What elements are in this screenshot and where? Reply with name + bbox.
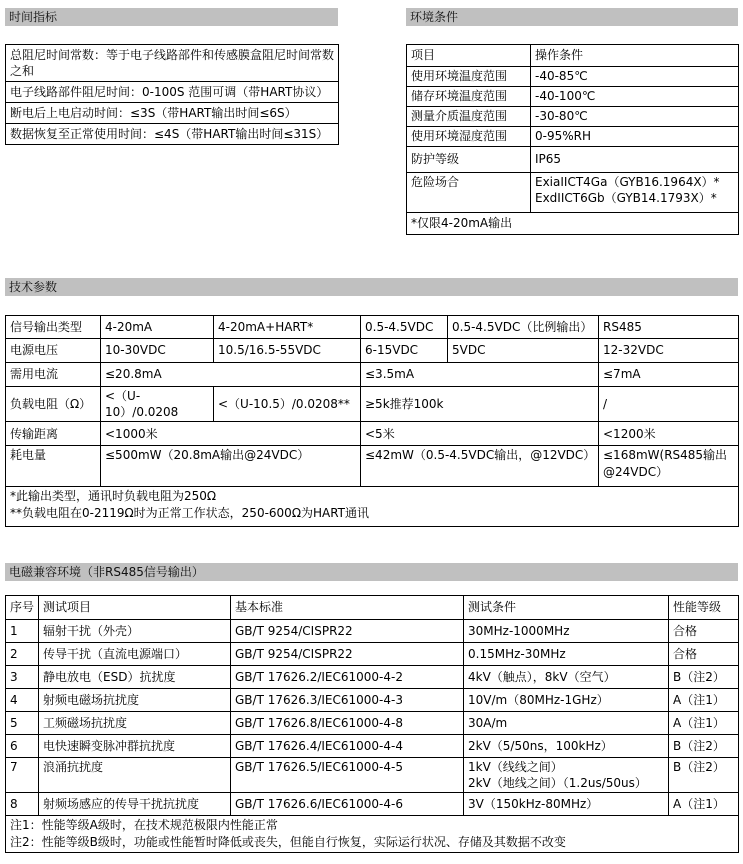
note-text: 注2：性能等级B级时，功能或性能暂时降低或丧失，但能自行恢复，实际运行状况、存储及其数据不改变 — [10, 834, 566, 849]
tech-param-value: 10-30VDC — [101, 339, 214, 363]
env-col-header-condition: 操作条件 — [531, 45, 739, 67]
environment-conditions-table — [406, 44, 739, 235]
emc-col-header-no: 序号 — [6, 596, 39, 620]
emc-standard: GB/T 17626.8/IEC61000-4-8 — [231, 712, 464, 735]
env-item-label: 储存环境温度范围 — [407, 87, 531, 107]
table-row — [6, 422, 739, 446]
table-row — [407, 67, 739, 87]
time-metrics-table — [5, 44, 339, 145]
emc-grade: B（注2） — [669, 666, 739, 689]
table-row — [6, 735, 739, 758]
table-row — [6, 363, 739, 387]
table-row — [407, 127, 739, 147]
table-row — [6, 103, 339, 124]
table-row — [6, 316, 739, 339]
tech-param-value: ≤42mW（0.5-4.5VDC输出，@12VDC） — [361, 446, 599, 487]
time-metric-text: 电子线路部件阻尼时间：0-100S 范围可调（带HART协议） — [6, 82, 339, 103]
table-footnote-row — [407, 213, 739, 235]
emc-test-item: 浪涌抗扰度 — [39, 758, 231, 793]
tech-param-value: ≤20.8mA — [101, 363, 361, 387]
tech-param-value: 10.5/16.5-55VDC — [214, 339, 361, 363]
emc-test-item: 静电放电（ESD）抗扰度 — [39, 666, 231, 689]
table-row — [6, 712, 739, 735]
emc-standard: GB/T 17626.6/IEC61000-4-6 — [231, 793, 464, 816]
tech-param-value: 5VDC — [448, 339, 599, 363]
emc-standard: GB/T 17626.3/IEC61000-4-3 — [231, 689, 464, 712]
table-row — [6, 387, 739, 422]
emc-test-item: 射频场感应的传导干扰抗扰度 — [39, 793, 231, 816]
tech-param-label: 耗电量 — [6, 446, 101, 487]
time-metric-text: 断电后上电启动时间：≤3S（带HART输出时间≤6S） — [6, 103, 339, 124]
time-metric-text: 总阻尼时间常数：等于电子线路部件和传感膜盒阻尼时间常数之和 — [6, 45, 339, 82]
env-col-header-item: 项目 — [407, 45, 531, 67]
emc-condition: 2kV（5/50ns，100kHz） — [464, 735, 669, 758]
section-header-tech-params: 技术参数 — [5, 278, 738, 296]
emc-row-no: 6 — [6, 735, 39, 758]
table-row — [6, 45, 339, 82]
table-row — [407, 147, 739, 173]
tech-param-value: 0.5-4.5VDC — [361, 316, 448, 339]
emc-row-no: 1 — [6, 620, 39, 643]
tech-param-value: / — [599, 387, 739, 422]
env-item-value — [531, 173, 739, 213]
tech-param-value: RS485 — [599, 316, 739, 339]
footnote-text: **负载电阻在0-2119Ω时为正常工作状态，250-600Ω为HART通讯 — [10, 505, 370, 520]
env-item-label: 危险场合 — [407, 173, 531, 213]
tech-param-value: <5米 — [361, 422, 599, 446]
tech-param-label: 电源电压 — [6, 339, 101, 363]
emc-test-item: 辐射干扰（外壳） — [39, 620, 231, 643]
tech-param-value: <1200米 — [599, 422, 739, 446]
tech-param-value: ≤3.5mA — [361, 363, 599, 387]
tech-param-label: 负载电阻（Ω） — [6, 387, 101, 422]
tech-param-value: 6-15VDC — [361, 339, 448, 363]
emc-condition: 10V/m（80MHz-1GHz） — [464, 689, 669, 712]
emc-condition-line: 2kV（地线之间）（1.2us/50us） — [468, 776, 647, 791]
env-item-value: 0-95%RH — [531, 127, 739, 147]
tech-param-label: 传输距离 — [6, 422, 101, 446]
env-item-label: 防护等级 — [407, 147, 531, 173]
emc-condition: 0.15MHz-30MHz — [464, 643, 669, 666]
emc-standard: GB/T 9254/CISPR22 — [231, 620, 464, 643]
table-header-row — [407, 45, 739, 67]
emc-col-header-condition: 测试条件 — [464, 596, 669, 620]
emc-condition: 4kV（触点），8kV（空气） — [464, 666, 669, 689]
env-item-value: IP65 — [531, 147, 739, 173]
table-row — [6, 620, 739, 643]
table-row — [6, 758, 739, 793]
emc-row-no: 3 — [6, 666, 39, 689]
danger-line: ExdIICT6Gb（GYB14.1793X）* — [535, 191, 717, 206]
section-header-emc: 电磁兼容环境（非RS485信号输出） — [5, 563, 738, 581]
emc-condition: 30MHz-1000MHz — [464, 620, 669, 643]
emc-table — [5, 595, 739, 853]
tech-param-value: ≤7mA — [599, 363, 739, 387]
emc-standard: GB/T 17626.5/IEC61000-4-5 — [231, 758, 464, 793]
env-item-value: -30-80℃ — [531, 107, 739, 127]
emc-test-item: 电快速瞬变脉冲群抗扰度 — [39, 735, 231, 758]
env-item-label: 使用环境温度范围 — [407, 67, 531, 87]
table-notes-row — [6, 816, 739, 853]
time-metric-text: 数据恢复至正常使用时间：≤4S（带HART输出时间≤31S） — [6, 124, 339, 145]
table-row — [407, 87, 739, 107]
tech-param-value: <（U-10）/0.0208 — [101, 387, 214, 422]
danger-line: ExiaIICT4Ga（GYB16.1964X）* — [535, 175, 720, 189]
table-row — [6, 124, 339, 145]
tech-param-label: 需用电流 — [6, 363, 101, 387]
emc-test-item: 传导干扰（直流电源端口） — [39, 643, 231, 666]
env-item-label: 测量介质温度范围 — [407, 107, 531, 127]
tech-param-value: 12-32VDC — [599, 339, 739, 363]
emc-notes — [6, 816, 739, 853]
env-item-value: -40-100℃ — [531, 87, 739, 107]
emc-row-no: 5 — [6, 712, 39, 735]
emc-col-header-standard: 基本标准 — [231, 596, 464, 620]
footnote-text: *此输出类型，通讯时负载电阻为250Ω — [10, 489, 217, 504]
table-row — [6, 82, 339, 103]
emc-standard: GB/T 17626.2/IEC61000-4-2 — [231, 666, 464, 689]
emc-grade: A（注1） — [669, 712, 739, 735]
emc-standard: GB/T 9254/CISPR22 — [231, 643, 464, 666]
section-header-environment: 环境条件 — [406, 8, 738, 26]
emc-grade: A（注1） — [669, 793, 739, 816]
emc-test-item: 工频磁场抗扰度 — [39, 712, 231, 735]
note-text: 注1：性能等级A级时，在技术规范极限内性能正常 — [10, 818, 278, 833]
emc-row-no: 8 — [6, 793, 39, 816]
emc-grade: 合格 — [669, 620, 739, 643]
emc-grade: A（注1） — [669, 689, 739, 712]
emc-condition — [464, 758, 669, 793]
emc-row-no: 2 — [6, 643, 39, 666]
tech-footnotes — [6, 487, 739, 527]
tech-param-value: ≥5k推荐100k — [361, 387, 599, 422]
env-footnote: *仅限4-20mA输出 — [407, 213, 739, 235]
tech-param-value: 4-20mA — [101, 316, 214, 339]
tech-param-value: <（U-10.5）/0.0208** — [214, 387, 361, 422]
env-item-value: -40-85℃ — [531, 67, 739, 87]
emc-grade: 合格 — [669, 643, 739, 666]
emc-row-no: 7 — [6, 758, 39, 793]
table-row — [6, 666, 739, 689]
emc-test-item: 射频电磁场抗扰度 — [39, 689, 231, 712]
emc-standard: GB/T 17626.4/IEC61000-4-4 — [231, 735, 464, 758]
section-header-time-metrics: 时间指标 — [5, 8, 338, 26]
table-row — [6, 689, 739, 712]
tech-param-value: 0.5-4.5VDC（比例输出） — [448, 316, 599, 339]
emc-col-header-grade: 性能等级 — [669, 596, 739, 620]
tech-param-value: <1000米 — [101, 422, 361, 446]
table-row — [6, 339, 739, 363]
table-row — [6, 446, 739, 487]
emc-col-header-item: 测试项目 — [39, 596, 231, 620]
emc-condition: 30A/m — [464, 712, 669, 735]
table-row — [6, 793, 739, 816]
tech-param-label: 信号输出类型 — [6, 316, 101, 339]
tech-param-value: 4-20mA+HART* — [214, 316, 361, 339]
emc-condition: 3V（150kHz-80MHz） — [464, 793, 669, 816]
tech-param-value: ≤500mW（20.8mA输出@24VDC） — [101, 446, 361, 487]
env-item-label: 使用环境湿度范围 — [407, 127, 531, 147]
emc-grade: B（注2） — [669, 758, 739, 793]
tech-param-value: ≤168mW(RS485输出@24VDC） — [599, 446, 739, 487]
emc-row-no: 4 — [6, 689, 39, 712]
table-row — [6, 643, 739, 666]
table-header-row — [6, 596, 739, 620]
tech-params-table — [5, 315, 739, 527]
table-row — [407, 173, 739, 213]
table-footnote-row — [6, 487, 739, 527]
emc-grade: B（注2） — [669, 735, 739, 758]
emc-condition-line: 1kV（线线之间） — [468, 760, 563, 774]
table-row — [407, 107, 739, 127]
